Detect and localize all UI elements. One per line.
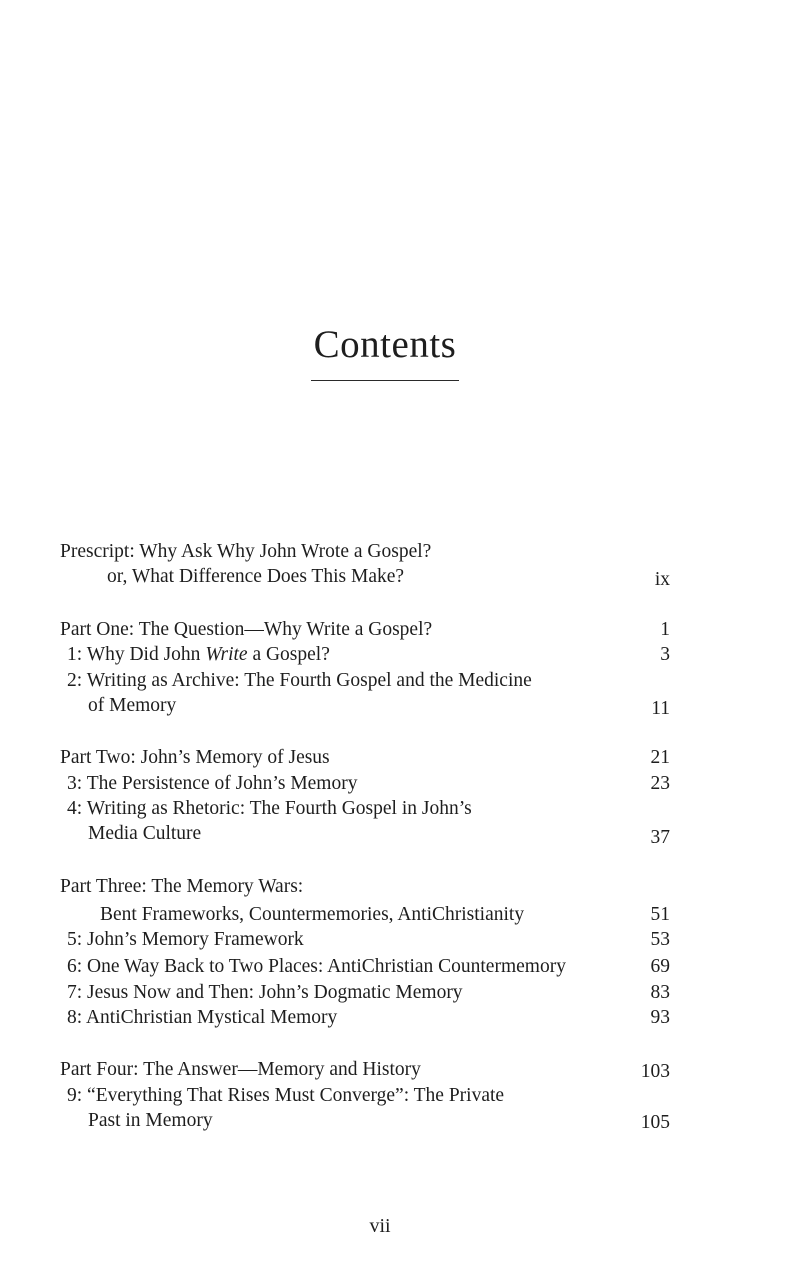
toc-entry-text: Prescript: Why Ask Why John Wrote a Gospel? <box>60 541 432 562</box>
toc-entry-page: 21 <box>650 747 670 768</box>
toc-entry-part-three-cont[interactable] <box>60 903 670 927</box>
toc-entry-page: 83 <box>650 982 670 1003</box>
toc-entry-text: 8: AntiChristian Mystical Memory <box>67 1007 338 1028</box>
toc-entry-chapter-6[interactable] <box>60 955 670 979</box>
toc-entry-part-two[interactable] <box>60 746 670 770</box>
toc-entry-text: Bent Frameworks, Countermemories, AntiChristianity <box>100 904 525 925</box>
toc-entry-part-one[interactable] <box>60 618 670 642</box>
contents-title: Contents <box>313 323 457 366</box>
toc-entry-page: 3 <box>660 644 670 665</box>
toc-entry-chapter-9-cont[interactable] <box>60 1109 670 1133</box>
toc-entry-text: 3: The Persistence of John’s Memory <box>67 773 358 794</box>
toc-entry-page: 69 <box>650 956 670 977</box>
toc-entry-text-part: 1: Why Did John <box>67 644 206 665</box>
toc-entry-text <box>67 643 330 667</box>
toc-entry-page: 53 <box>650 929 670 950</box>
page-number: vii <box>369 1215 391 1237</box>
toc-entry-chapter-8[interactable] <box>60 1006 670 1030</box>
toc-entry-part-four[interactable] <box>60 1058 670 1082</box>
toc-entry-text: 2: Writing as Archive: The Fourth Gospel and the Medicine <box>67 670 532 691</box>
toc-entry-chapter-4[interactable] <box>60 797 670 821</box>
toc-entry-chapter-7[interactable] <box>60 981 670 1005</box>
toc-entry-text: Part Two: John’s Memory of Jesus <box>60 747 330 768</box>
toc-entry-text: Part One: The Question—Why Write a Gospel? <box>60 619 433 640</box>
toc-entry-part-three[interactable] <box>60 875 670 899</box>
toc-entry-emphasis: Write <box>205 644 248 665</box>
toc-entry-page: 105 <box>640 1112 670 1133</box>
toc-entry-page: 1 <box>660 619 670 640</box>
toc-entry-text: or, What Difference Does This Make? <box>107 566 405 587</box>
toc-entry-text: Part Four: The Answer—Memory and History <box>60 1059 421 1080</box>
toc-entry-text: 4: Writing as Rhetoric: The Fourth Gospel in John’s <box>67 798 472 819</box>
toc-entry-page: ix <box>654 569 670 590</box>
toc-entry-page: 93 <box>650 1007 670 1028</box>
toc-entry-prescript-cont[interactable] <box>60 565 670 589</box>
toc-entry-text: of Memory <box>88 695 177 716</box>
toc-entry-chapter-2-cont[interactable] <box>60 694 670 718</box>
toc-entry-text: 7: Jesus Now and Then: John’s Dogmatic Memory <box>67 982 463 1003</box>
toc-entry-text: Part Three: The Memory Wars: <box>60 876 304 897</box>
toc-entry-text: 9: “Everything That Rises Must Converge”: The Private <box>67 1085 505 1106</box>
toc-entry-chapter-2[interactable] <box>60 669 670 693</box>
toc-entry-chapter-9[interactable] <box>60 1084 670 1108</box>
toc-entry-page: 37 <box>650 827 670 848</box>
title-rule <box>311 380 459 381</box>
toc-entry-text: 5: John’s Memory Framework <box>67 929 304 950</box>
toc-entry-chapter-3[interactable] <box>60 772 670 796</box>
toc-entry-chapter-4-cont[interactable] <box>60 822 670 846</box>
toc-entry-chapter-5[interactable] <box>60 928 670 952</box>
toc-entry-text: Past in Memory <box>88 1110 213 1131</box>
toc-entry-page: 11 <box>651 698 670 719</box>
toc-entry-page: 51 <box>650 904 670 925</box>
toc-entry-text: Media Culture <box>88 823 202 844</box>
toc-entry-page: 103 <box>640 1061 670 1082</box>
toc-entry-text-part: a Gospel? <box>247 644 330 665</box>
toc-entry-prescript[interactable] <box>60 540 670 564</box>
toc-entry-text: 6: One Way Back to Two Places: AntiChristian Countermemory <box>67 956 566 977</box>
toc-entry-chapter-1[interactable] <box>60 643 670 667</box>
toc-entry-page: 23 <box>650 773 670 794</box>
